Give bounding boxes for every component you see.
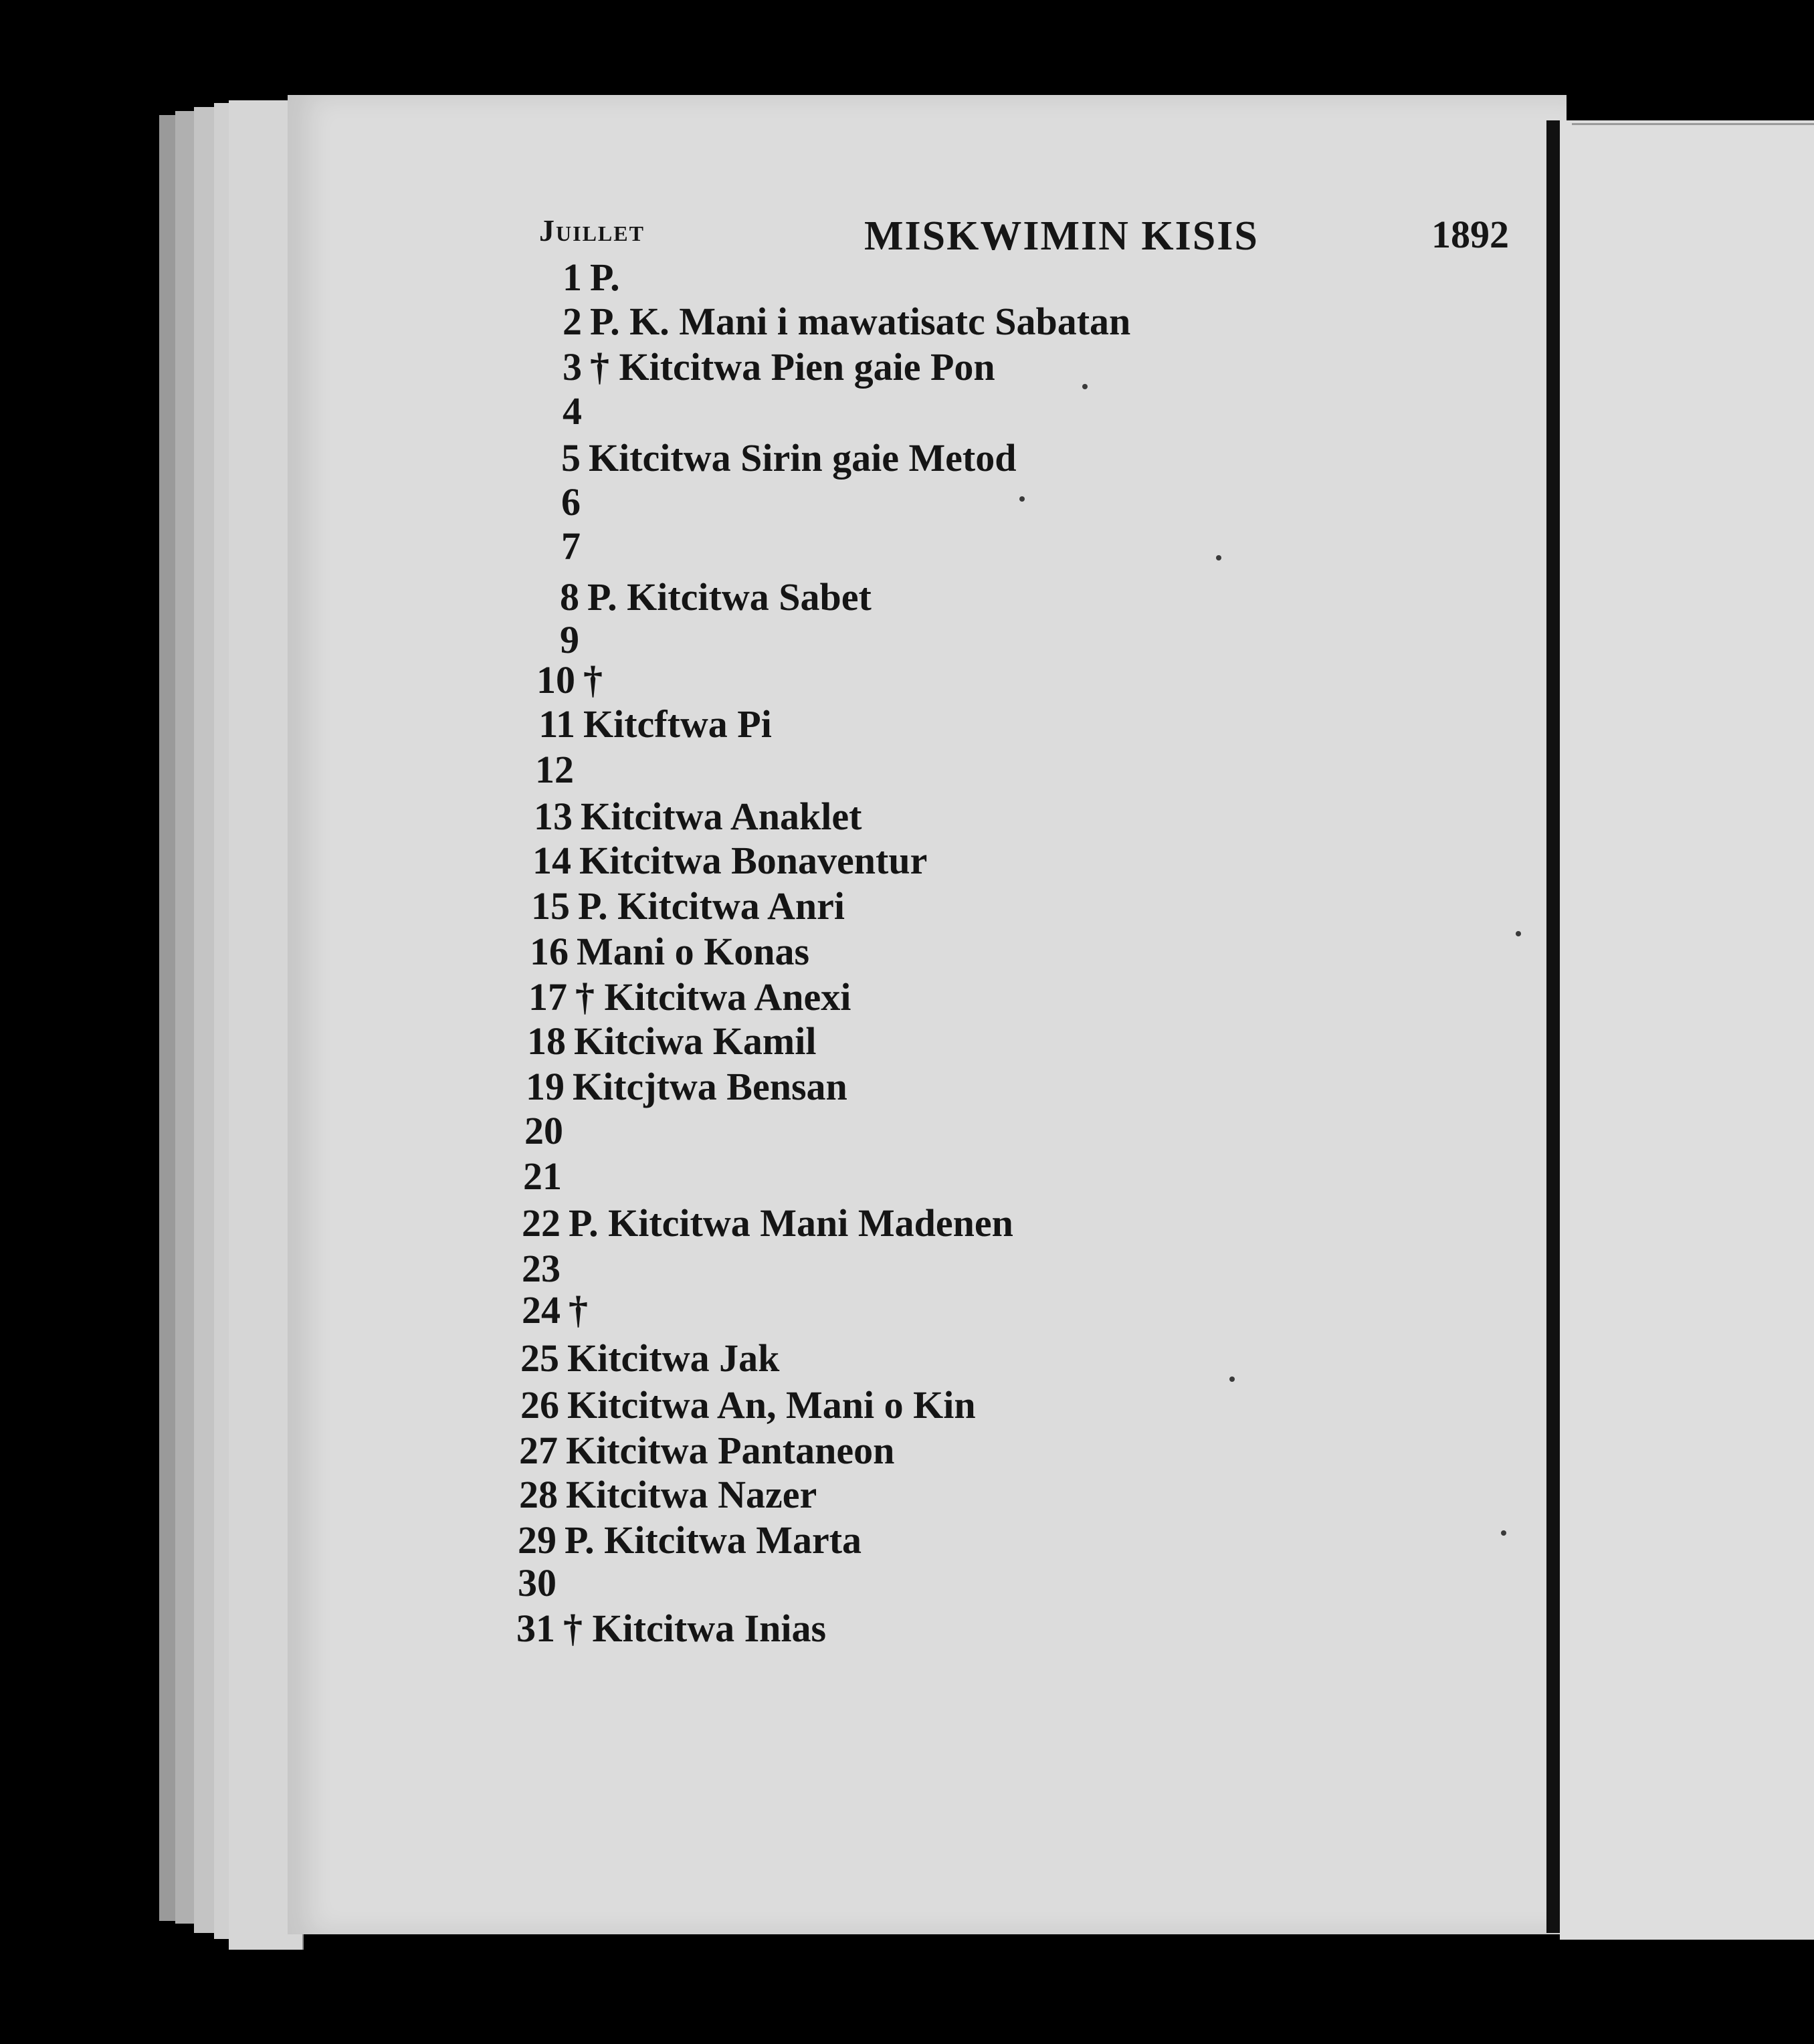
day-number: 25 [520,1336,559,1380]
day-number: 4 [563,389,582,433]
feast-text: Kitcitwa Nazer [566,1473,817,1516]
day-number: 7 [561,524,581,568]
feast-text: P. Kitcitwa Sabet [587,575,872,619]
feast-text: P. K. Mani i mawatisatc Sabatan [590,300,1131,343]
day-number: 17 [528,975,567,1019]
day-number: 15 [531,884,570,928]
dust-speck [1516,931,1521,936]
day-number: 1 [563,256,582,299]
feast-text: Kitcitwa Sirin gaie Metod [589,436,1017,480]
month-heading: Juillet [539,213,645,247]
feast-text: P. Kitcitwa Marta [565,1518,862,1562]
day-number: 14 [532,839,571,882]
day-number: 20 [524,1109,563,1152]
day-number: 31 [516,1607,555,1650]
dust-speck [1082,384,1088,389]
feast-text: P. [590,256,620,299]
feast-text: Kitciwa Kamil [574,1019,817,1063]
feast-text: Kitcitwa An, Mani o Kin [567,1383,976,1427]
year-heading: 1892 [1431,213,1509,256]
feast-text: Kitcftwa Pi [583,702,772,746]
day-number: 5 [561,436,581,480]
feast-text: † [583,658,603,702]
day-number: 8 [560,575,579,619]
book-gutter [1546,120,1560,1933]
day-number: 3 [563,345,582,389]
day-number: 19 [526,1065,565,1108]
feast-text: † [569,1288,588,1332]
day-number: 18 [527,1019,566,1063]
dust-speck [1229,1376,1235,1382]
feast-text: Kitcitwa Jak [567,1336,780,1380]
day-number: 21 [523,1154,562,1198]
facing-page [1560,120,1814,1940]
dust-speck [1019,496,1025,502]
facing-page-rule [1572,123,1814,125]
day-number: 28 [519,1473,558,1516]
feast-text: P. Kitcitwa Anri [578,884,845,928]
feast-text: Kitcitwa Anaklet [581,795,862,838]
page-title: MISKWIMIN KISIS [864,213,1259,259]
day-number: 23 [522,1247,561,1290]
day-number: 16 [530,930,569,973]
dust-speck [1216,555,1221,560]
feast-text: Kitcjtwa Bensan [573,1065,847,1108]
feast-text: P. Kitcitwa Mani Madenen [569,1201,1013,1245]
day-number: 12 [535,748,574,791]
feast-text: † Kitcitwa Pien gaie Pon [590,345,995,389]
dust-speck [1501,1530,1506,1536]
feast-text: † Kitcitwa Inias [563,1607,827,1650]
feast-text: Kitcitwa Pantaneon [566,1429,895,1472]
day-number: 10 [536,658,575,702]
day-number: 2 [563,300,582,343]
day-number: 27 [519,1429,558,1472]
day-number: 13 [534,795,573,838]
day-number: 6 [561,480,581,524]
feast-text: Kitcitwa Bonaventur [579,839,928,882]
day-number: 26 [520,1383,559,1427]
day-number: 11 [538,702,575,746]
day-number: 9 [560,618,579,661]
feast-text: Mani o Konas [577,930,810,973]
day-number: 30 [518,1561,557,1605]
day-number: 29 [518,1518,557,1562]
feast-text: † Kitcitwa Anexi [575,975,851,1019]
day-number: 24 [522,1288,561,1332]
day-number: 22 [522,1201,561,1245]
